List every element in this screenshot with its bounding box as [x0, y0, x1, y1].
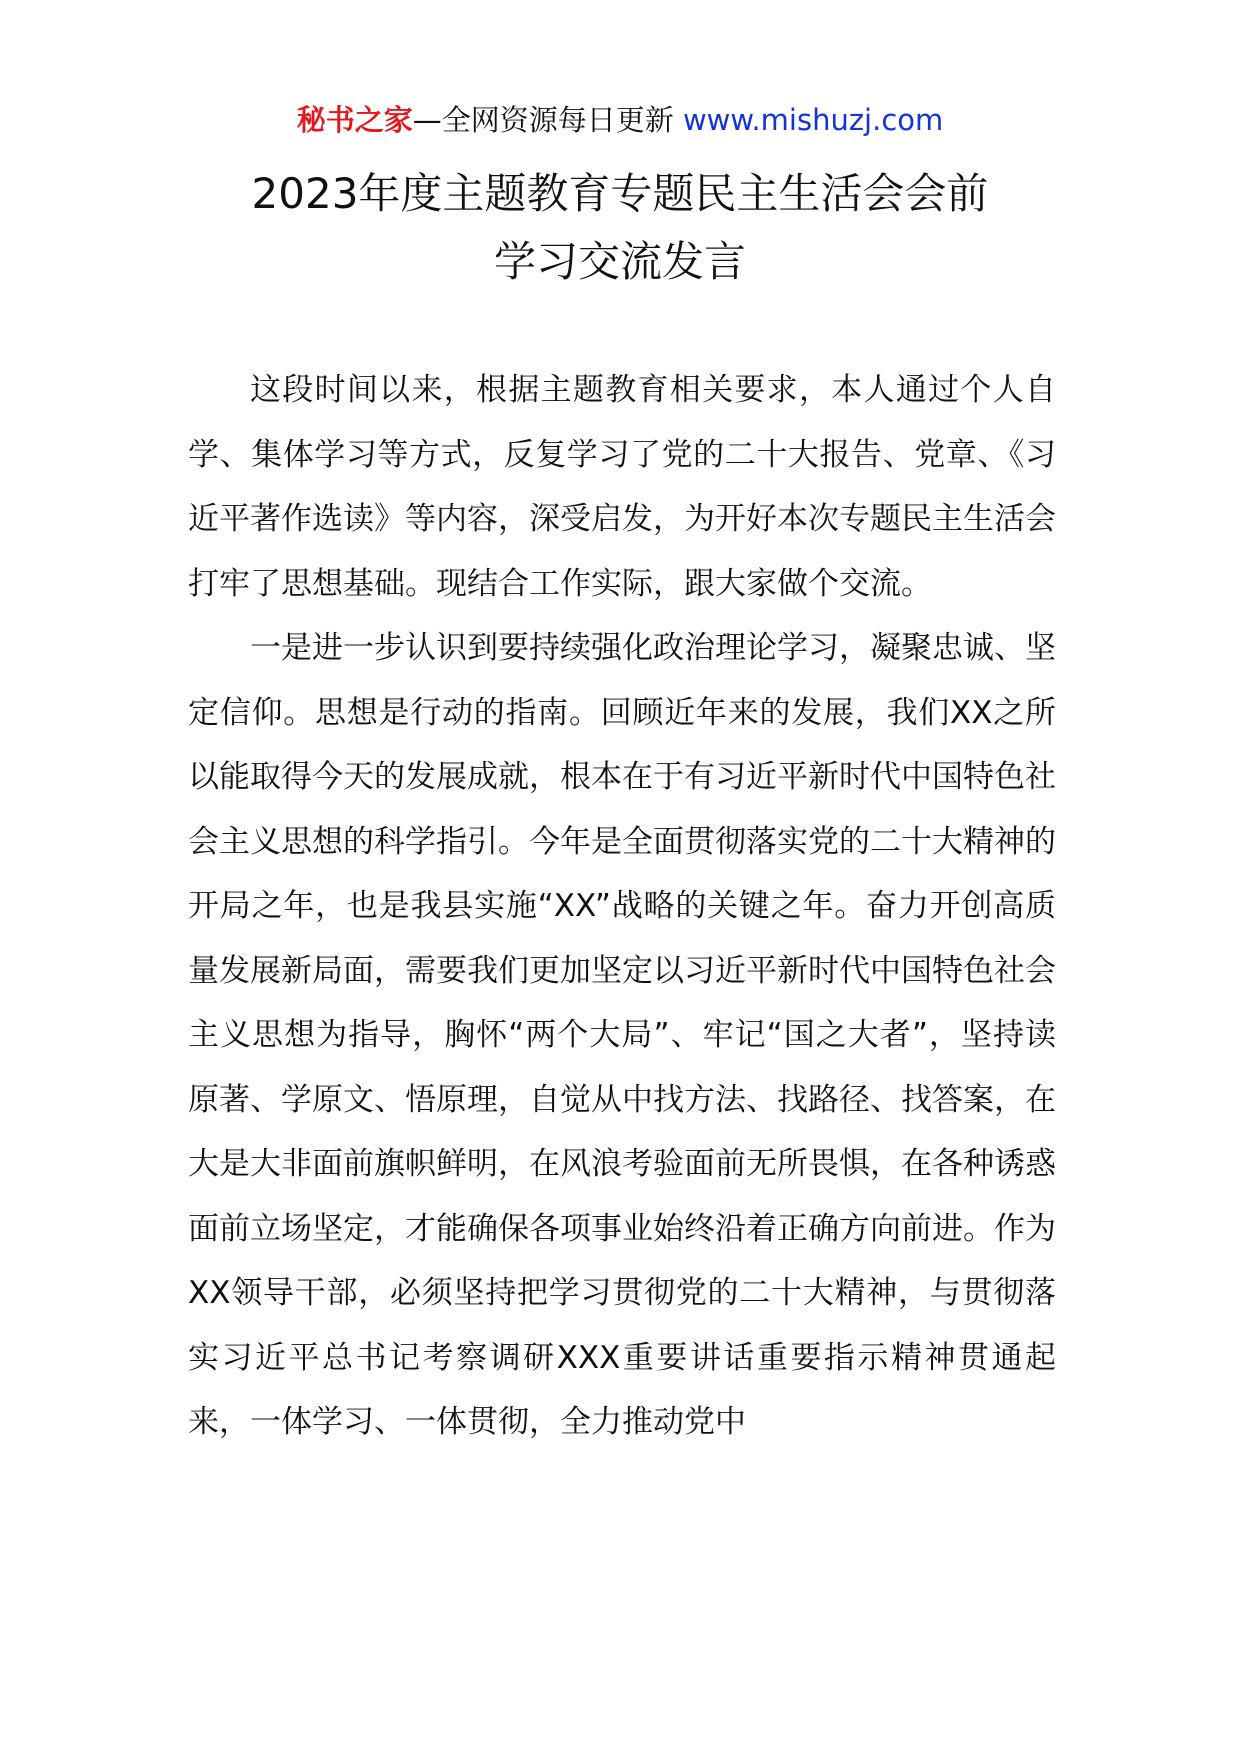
- site-url-link[interactable]: www.mishuzj.com: [682, 103, 944, 137]
- title-line-2: 学习交流发言: [493, 237, 746, 286]
- title-line-1: 2023年度主题教育专题民主生活会会前: [251, 169, 989, 218]
- brand-name: 秘书之家: [296, 103, 413, 137]
- paragraph-point-1-text: 思想是行动的指南。回顾近年来的发展，我们XX之所以能取得今天的发展成就，根本在于有习近平新时代中国特色社会主义思想的科学指引。今年是全面贯彻落实党的二十大精神的开局之年，也是我县实施“XX”战略的关键之年。奋力开创高质量发展新局面，需要我们更加坚定以习近平新时代中国特色社会主义思想为指导，胸怀“两个大局”、牢记“国之大者”，坚持读原著、学原文、悟原理，自觉从中找方法、找路径、找答案，在大是大非面前旗帜鲜明，在风浪考验面前无所畏惧，在各种诱惑面前立场坚定，才能确保各项事业始终沿着正确方向前进。作为XX领导干部，必须坚持把学习贯彻党的二十大精神，与贯彻落实习近平总书记考察调研XXX重要讲话重要指示精神贯通起来，一体学习、一体贯彻，全力推动党中: [188, 694, 1057, 1440]
- site-tagline: —全网资源每日更新: [412, 103, 674, 137]
- paragraph-point-1-lead: 一是进一步认识到要持续强化政治理论学习，凝聚忠诚、坚定信仰。: [188, 630, 1056, 731]
- paragraph-point-1: [188, 616, 1056, 1455]
- site-header: [0, 100, 1240, 140]
- document-title: [0, 160, 1240, 296]
- document-body: [188, 358, 1056, 1455]
- paragraph-intro-text: 这段时间以来，根据主题教育相关要求，本人通过个人自学、集体学习等方式，反复学习了党的二十大报告、党章、《习近平著作选读》等内容，深受启发，为开好本次专题民主生活会打牢了思想基础。现结合工作实际，跟大家做个交流。: [188, 372, 1056, 602]
- paragraph-intro: [188, 358, 1056, 616]
